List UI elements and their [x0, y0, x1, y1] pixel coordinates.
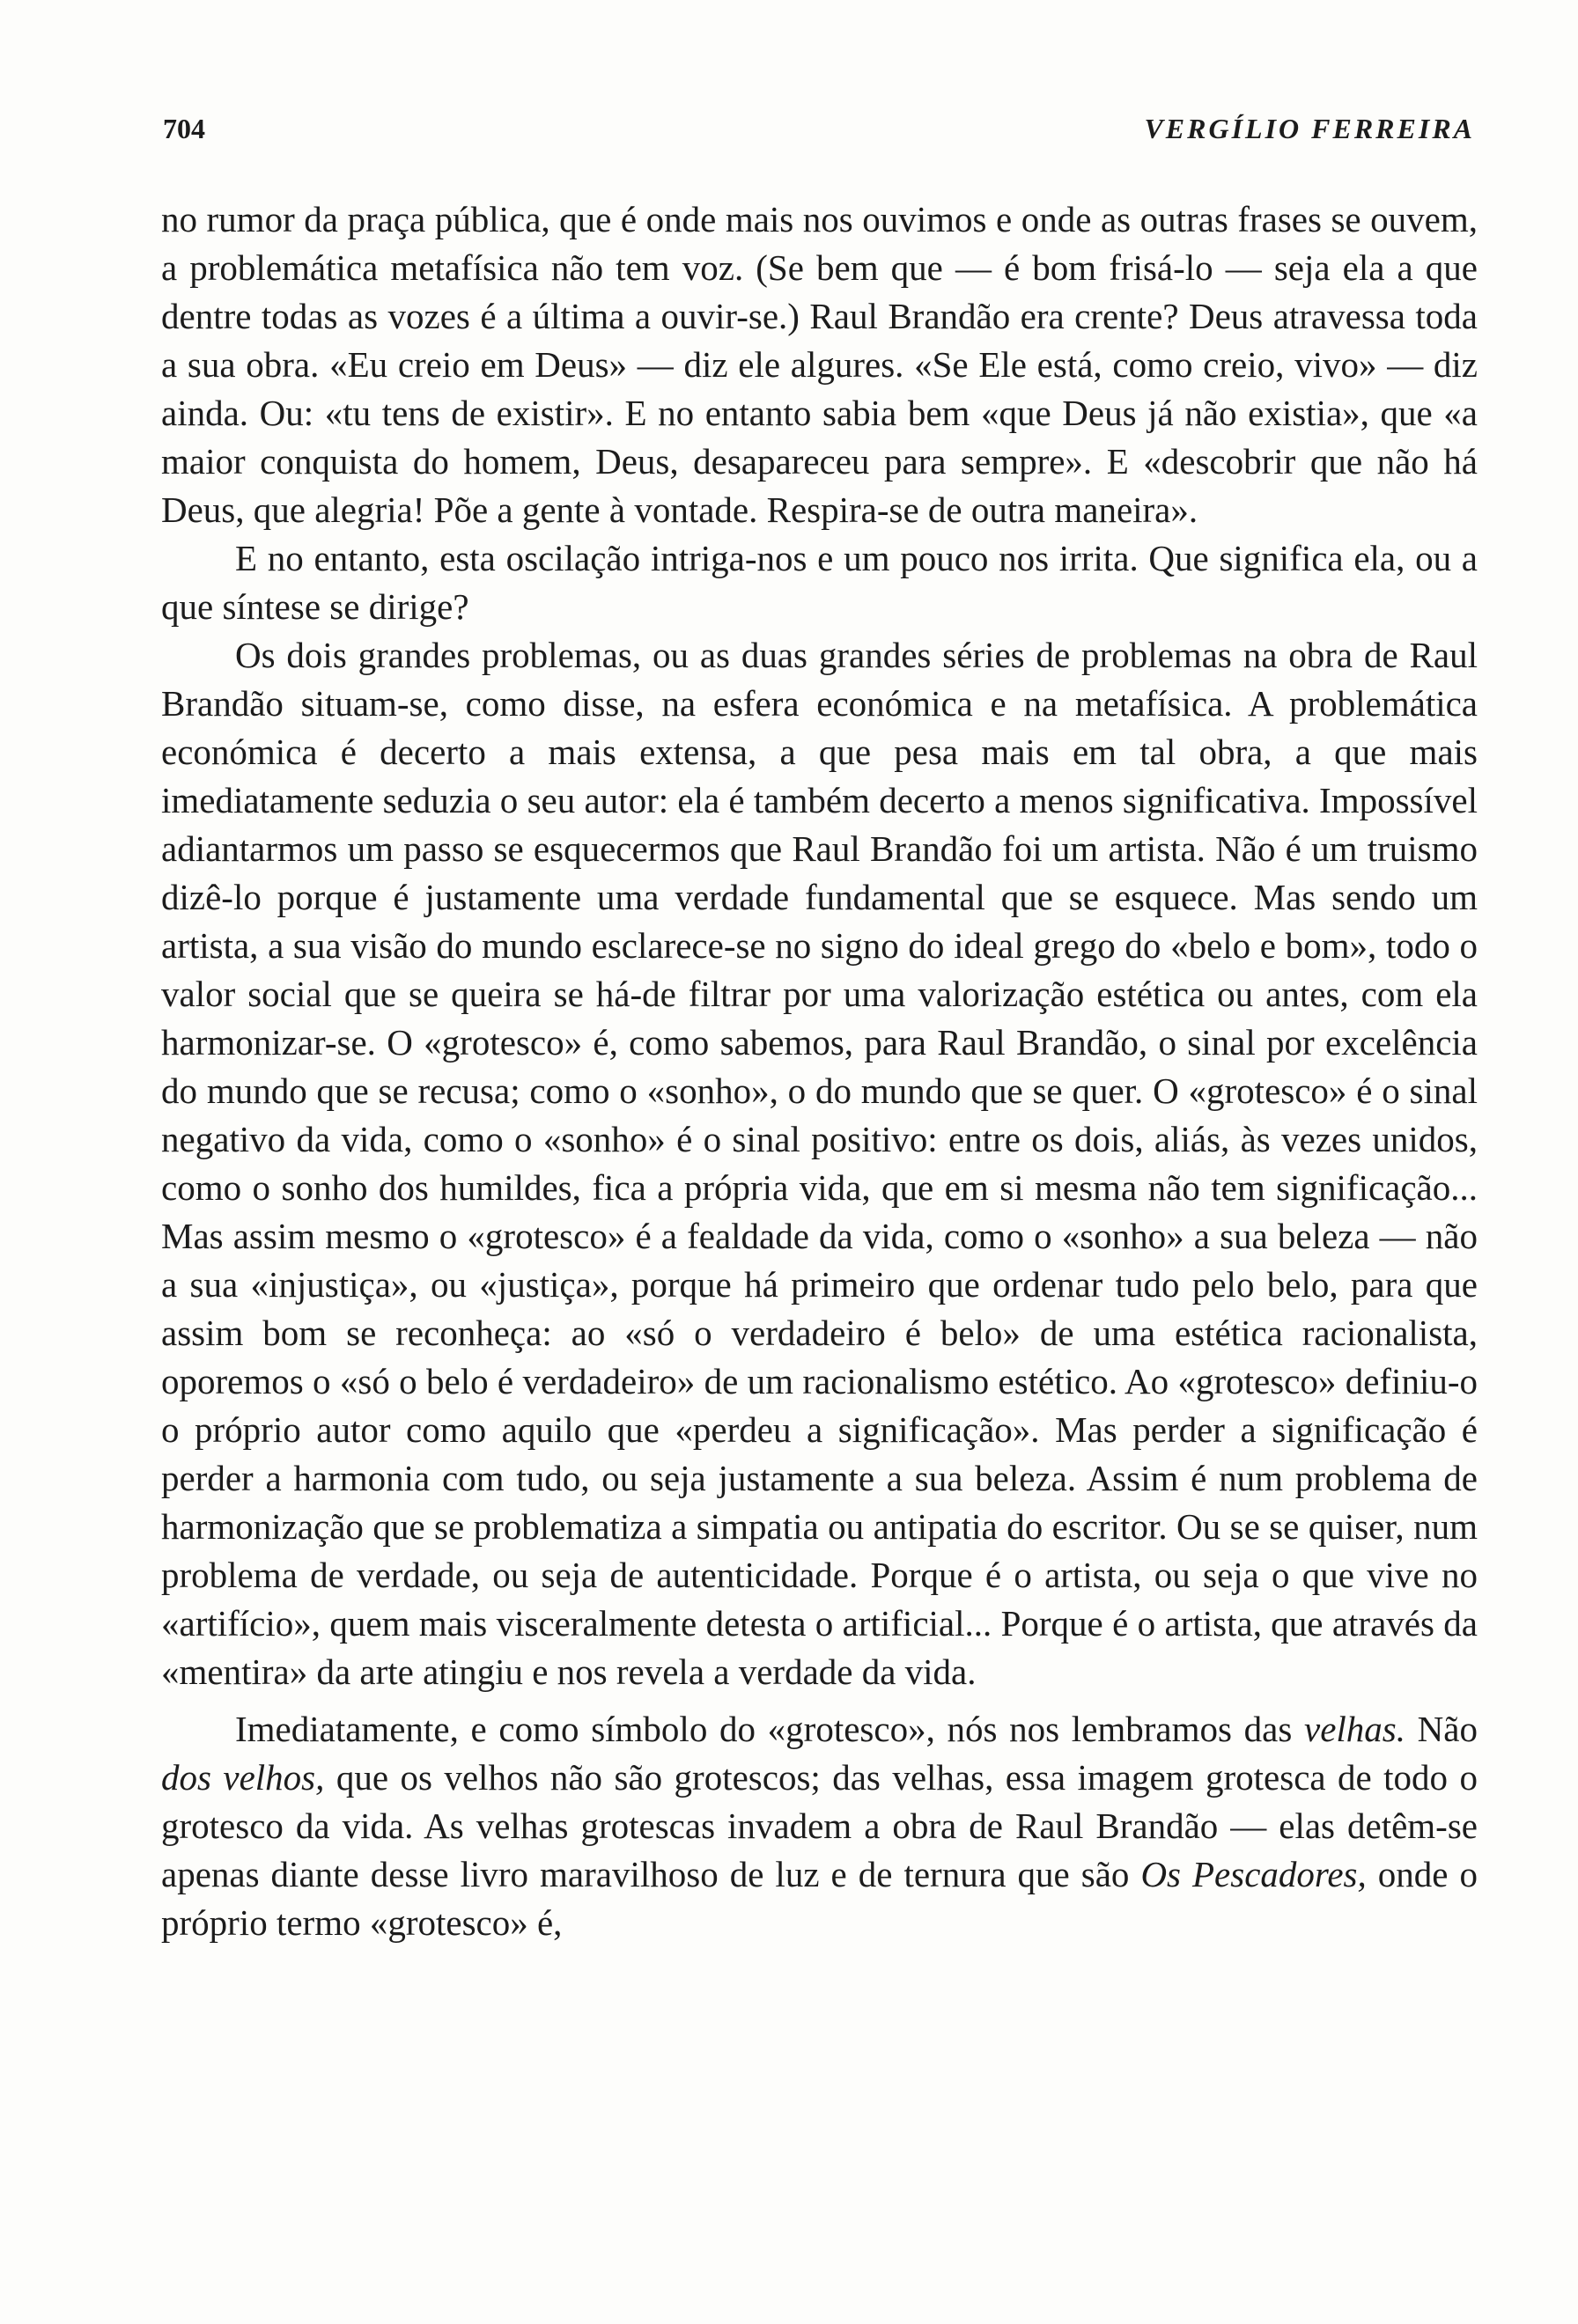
emphasis-dos-velhos: dos velhos,: [161, 1757, 325, 1798]
emphasis-velhas: velhas.: [1304, 1709, 1405, 1749]
paragraph-4-text-1: Imediatamente, e como símbolo do «grotesco», nós nos lembramos das: [235, 1709, 1304, 1749]
page-header: [163, 113, 1475, 157]
paragraph-4-text-4: onde o próprio termo «grotesco» é,: [161, 1854, 1478, 1943]
paragraph-4-text-2: Não: [1405, 1709, 1478, 1749]
paragraph-1: no rumor da praça pública, que é onde mais nos ouvimos e onde as outras frases se ouvem, a problemática metafísica não tem voz. (Se bem que — é bom frisá-lo — seja ela a que dentre todas as vozes é a última a ouvir-se.) Raul Brandão era crente? Deus atravessa toda a sua obra. «Eu creio em Deus» — diz ele algures. «Se Ele está, como creio, vivo» — diz ainda. Ou: «tu tens de existir». E no entanto sabia bem «que Deus já não existia», que «a maior conquista do homem, Deus, desapareceu para sempre». E «descobrir que não há Deus, que alegria! Põe a gente à vontade. Respira-se de outra maneira».: [161, 199, 1478, 530]
paragraph-3: Os dois grandes problemas, ou as duas grandes séries de problemas na obra de Raul Brandão situam-se, como disse, na esfera económica e na metafísica. A problemática económica é decerto a mais extensa, a que pesa mais em tal obra, a que mais imediatamente seduzia o seu autor: ela é também decerto a menos significativa. Impossível adiantarmos um passo se esquecermos que Raul Brandão foi um artista. Não é um truismo dizê-lo porque é justamente uma verdade fundamental que se esquece. Mas sendo um artista, a sua visão do mundo esclarece-se no signo do ideal grego do «belo e bom», todo o valor social que se queira se há-de filtrar por uma valorização estética ou antes, com ela harmonizar-se. O «grotesco» é, como sabemos, para Raul Brandão, o sinal por excelência do mundo que se recusa; como o «sonho», o do mundo que se quer. O «grotesco» é o sinal negativo da vida, como o «sonho» é o sinal positivo: entre os dois, aliás, às vezes unidos, como o sonho dos humildes, fica a própria vida, que em si mesma não tem significação... Mas assim mesmo o «grotesco» é a fealdade da vida, como o «sonho» a sua beleza — não a sua «injustiça», ou «justiça», porque há primeiro que ordenar tudo pelo belo, para que assim bom se reconheça: ao «só o verdadeiro é belo» de uma estética racionalista, oporemos o «só o belo é verdadeiro» de um racionalismo estético. Ao «grotesco» definiu-o o próprio autor como aquilo que «perdeu a significação». Mas perder a significação é perder a harmonia com tudo, ou seja justamente a sua beleza. Assim é num problema de harmonização que se problematiza a simpatia ou antipatia do escritor. Ou se se quiser, num problema de verdade, ou seja de autenticidade. Porque é o artista, ou seja o que vive no «artifício», quem mais visceralmente detesta o artificial... Porque é o artista, que através da «mentira» da arte atingiu e nos revela a verdade da vida.: [161, 635, 1478, 1692]
body-text: [161, 195, 1478, 1947]
book-title-os-pescadores: Os Pescadores,: [1140, 1854, 1367, 1894]
paragraph-4: [161, 1705, 1478, 1947]
paragraph-4-text-3: que os velhos não são grotescos; das velhas, essa imagem grotesca de todo o grotesco da vida. As velhas grotescas invadem a obra de Raul Brandão — elas detêm-se apenas diante desse livro maravilhoso de luz e de ternura que são: [161, 1757, 1478, 1894]
running-head: VERGÍLIO FERREIRA: [1144, 113, 1475, 144]
page-number: 704: [163, 113, 205, 144]
paragraph-2: E no entanto, esta oscilação intriga-nos e um pouco nos irrita. Que significa ela, ou a que síntese se dirige?: [161, 538, 1478, 627]
